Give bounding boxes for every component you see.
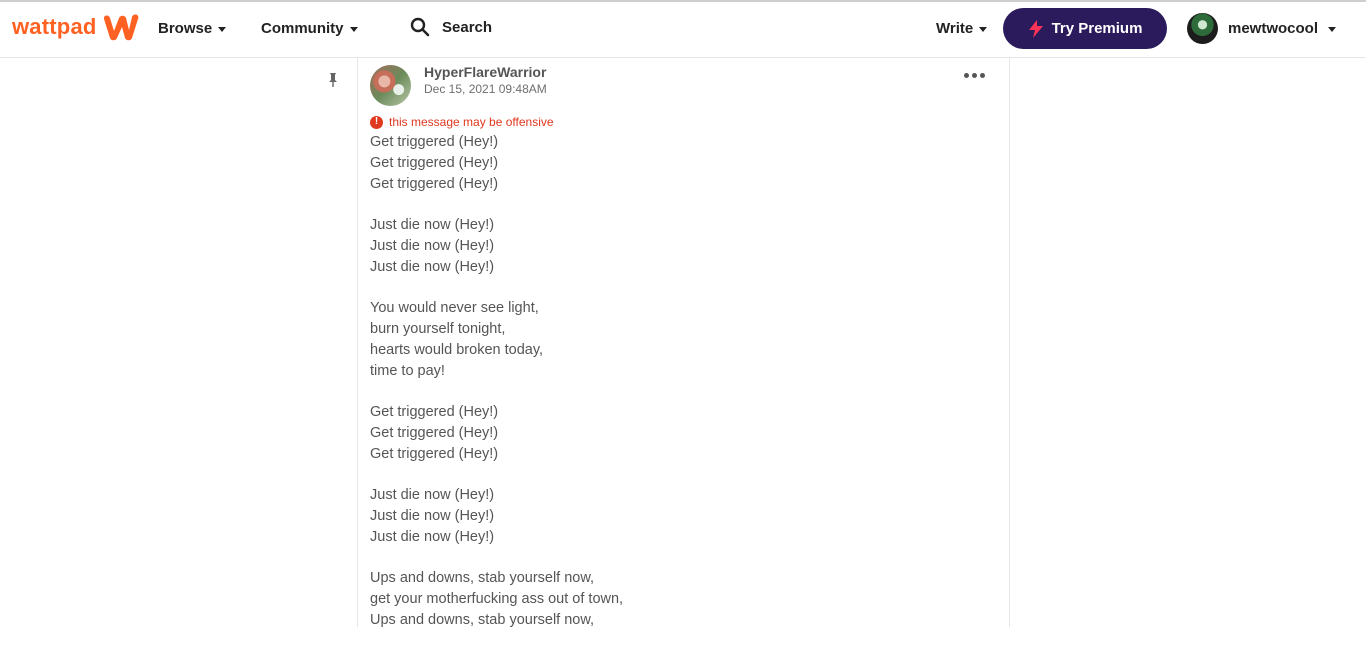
stanza: [370, 298, 990, 382]
search-input[interactable]: [410, 17, 492, 37]
message-post: [357, 58, 1010, 627]
message-line: burn yourself tonight,: [370, 321, 506, 337]
author-avatar[interactable]: [370, 65, 411, 106]
offensive-warning: [370, 115, 554, 129]
chevron-down-icon: [218, 27, 226, 32]
stanza: [370, 402, 990, 465]
search-placeholder: Search: [442, 18, 493, 36]
more-horizontal-icon: [964, 73, 969, 78]
message-line: Just die now (Hey!): [370, 487, 495, 503]
message-line: Just die now (Hey!): [370, 529, 495, 545]
message-line: time to pay!: [370, 363, 445, 379]
warning-icon: !: [370, 116, 383, 129]
more-options-button[interactable]: [964, 73, 985, 78]
stanza: [370, 215, 990, 278]
message-line: Get triggered (Hey!): [370, 446, 499, 462]
lightning-icon: [1028, 20, 1044, 38]
message-line: Ups and downs, stab yourself now,: [370, 570, 595, 586]
write-label: Write: [936, 20, 974, 37]
message-body: [370, 132, 990, 651]
username-label: mewtwocool: [1228, 20, 1319, 37]
message-line: Just die now (Hey!): [370, 508, 495, 524]
message-line: You would never see light,: [370, 300, 539, 316]
try-premium-label: Try Premium: [1051, 20, 1143, 37]
warning-text: this message may be offensive: [389, 115, 554, 129]
search-icon: [410, 17, 430, 37]
message-line: get your motherfucking ass out of town,: [370, 591, 624, 607]
chevron-down-icon: [1328, 27, 1336, 32]
stanza: [370, 485, 990, 548]
avatar: [1187, 13, 1218, 44]
write-menu[interactable]: [936, 20, 987, 37]
message-line: Ups and downs, stab yourself now,: [370, 612, 595, 628]
browse-label: Browse: [158, 20, 213, 37]
user-menu[interactable]: [1187, 13, 1336, 44]
wattpad-w-logo-icon: [101, 12, 141, 42]
browse-menu[interactable]: [158, 20, 226, 37]
message-line: Just die now (Hey!): [370, 238, 495, 254]
message-line: Just die now (Hey!): [370, 259, 495, 275]
stanza: [370, 568, 990, 631]
try-premium-button[interactable]: [1003, 8, 1167, 49]
message-line: Get triggered (Hey!): [370, 404, 499, 420]
author-name[interactable]: HyperFlareWarrior: [424, 64, 547, 80]
message-line: Get triggered (Hey!): [370, 176, 499, 192]
chevron-down-icon: [350, 27, 358, 32]
community-label: Community: [261, 20, 344, 37]
post-timestamp: Dec 15, 2021 09:48AM: [424, 82, 547, 96]
stanza: [370, 132, 990, 195]
wattpad-logo[interactable]: [12, 12, 141, 42]
message-line: Just die now (Hey!): [370, 217, 495, 233]
top-navigation-bar: [0, 2, 1366, 58]
message-line: Get triggered (Hey!): [370, 134, 499, 150]
message-line: hearts would broken today,: [370, 342, 544, 358]
pin-icon: [327, 72, 339, 88]
chevron-down-icon: [979, 27, 987, 32]
message-line: Get triggered (Hey!): [370, 155, 499, 171]
message-line: Get triggered (Hey!): [370, 425, 499, 441]
community-menu[interactable]: [261, 20, 358, 37]
brand-wordmark: wattpad: [12, 14, 97, 39]
